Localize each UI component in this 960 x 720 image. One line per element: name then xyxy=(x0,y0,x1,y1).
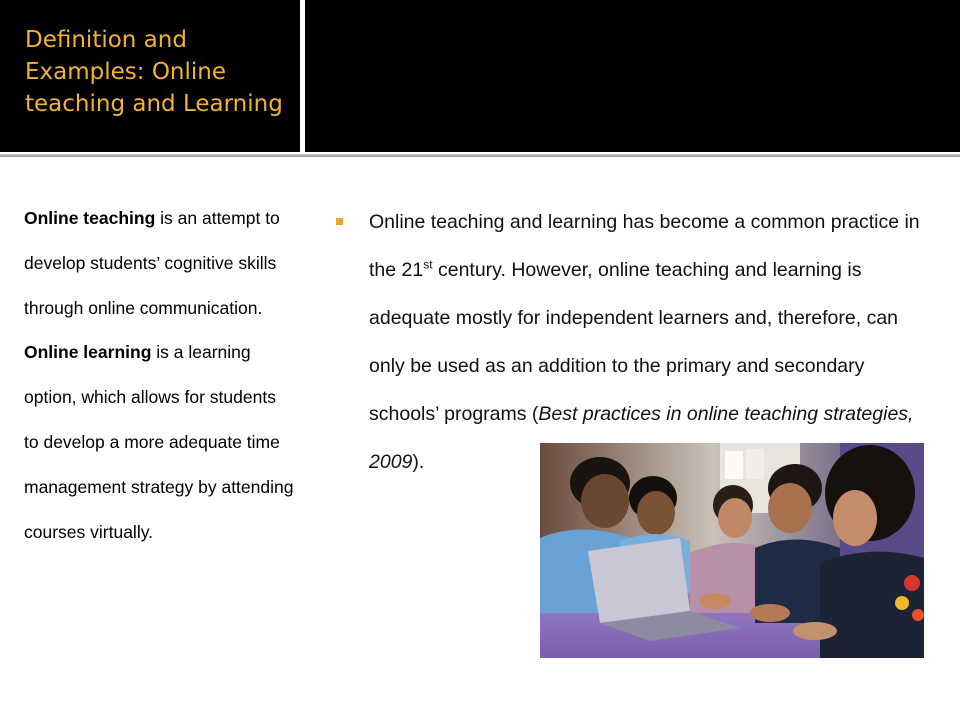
paragraph-part-3: ). xyxy=(412,451,425,473)
paragraph-part-2: century. However, online teaching and learning is adequate mostly for independent learners and, therefore, can only be used as an addition to the primary and secondary schools’ programs ( xyxy=(369,259,899,425)
term-online-teaching: Online teaching xyxy=(24,208,156,228)
bullet-marker xyxy=(336,218,343,225)
definition-online-learning: is a learning option, which allows for students to develop a more adequate time management strategy by attending courses virtually. xyxy=(24,342,294,542)
ordinal-suffix: st xyxy=(423,257,433,272)
title-panel xyxy=(0,0,300,152)
students-laptop-photo xyxy=(540,443,924,658)
header-band xyxy=(305,0,960,152)
definitions-text xyxy=(24,196,294,554)
definition-online-teaching: is an attempt to develop students’ cognitive skills through online communication. xyxy=(24,208,280,318)
term-online-learning: Online learning xyxy=(24,342,152,363)
header-divider xyxy=(0,154,960,157)
paragraph-part-1: Online teaching and learning has become a common practice in the 21 xyxy=(369,211,920,281)
citation: Best practices in online teaching strategies, 2009 xyxy=(369,403,914,473)
slide-title: Definition and Examples: Online teaching and Learning xyxy=(25,27,283,117)
